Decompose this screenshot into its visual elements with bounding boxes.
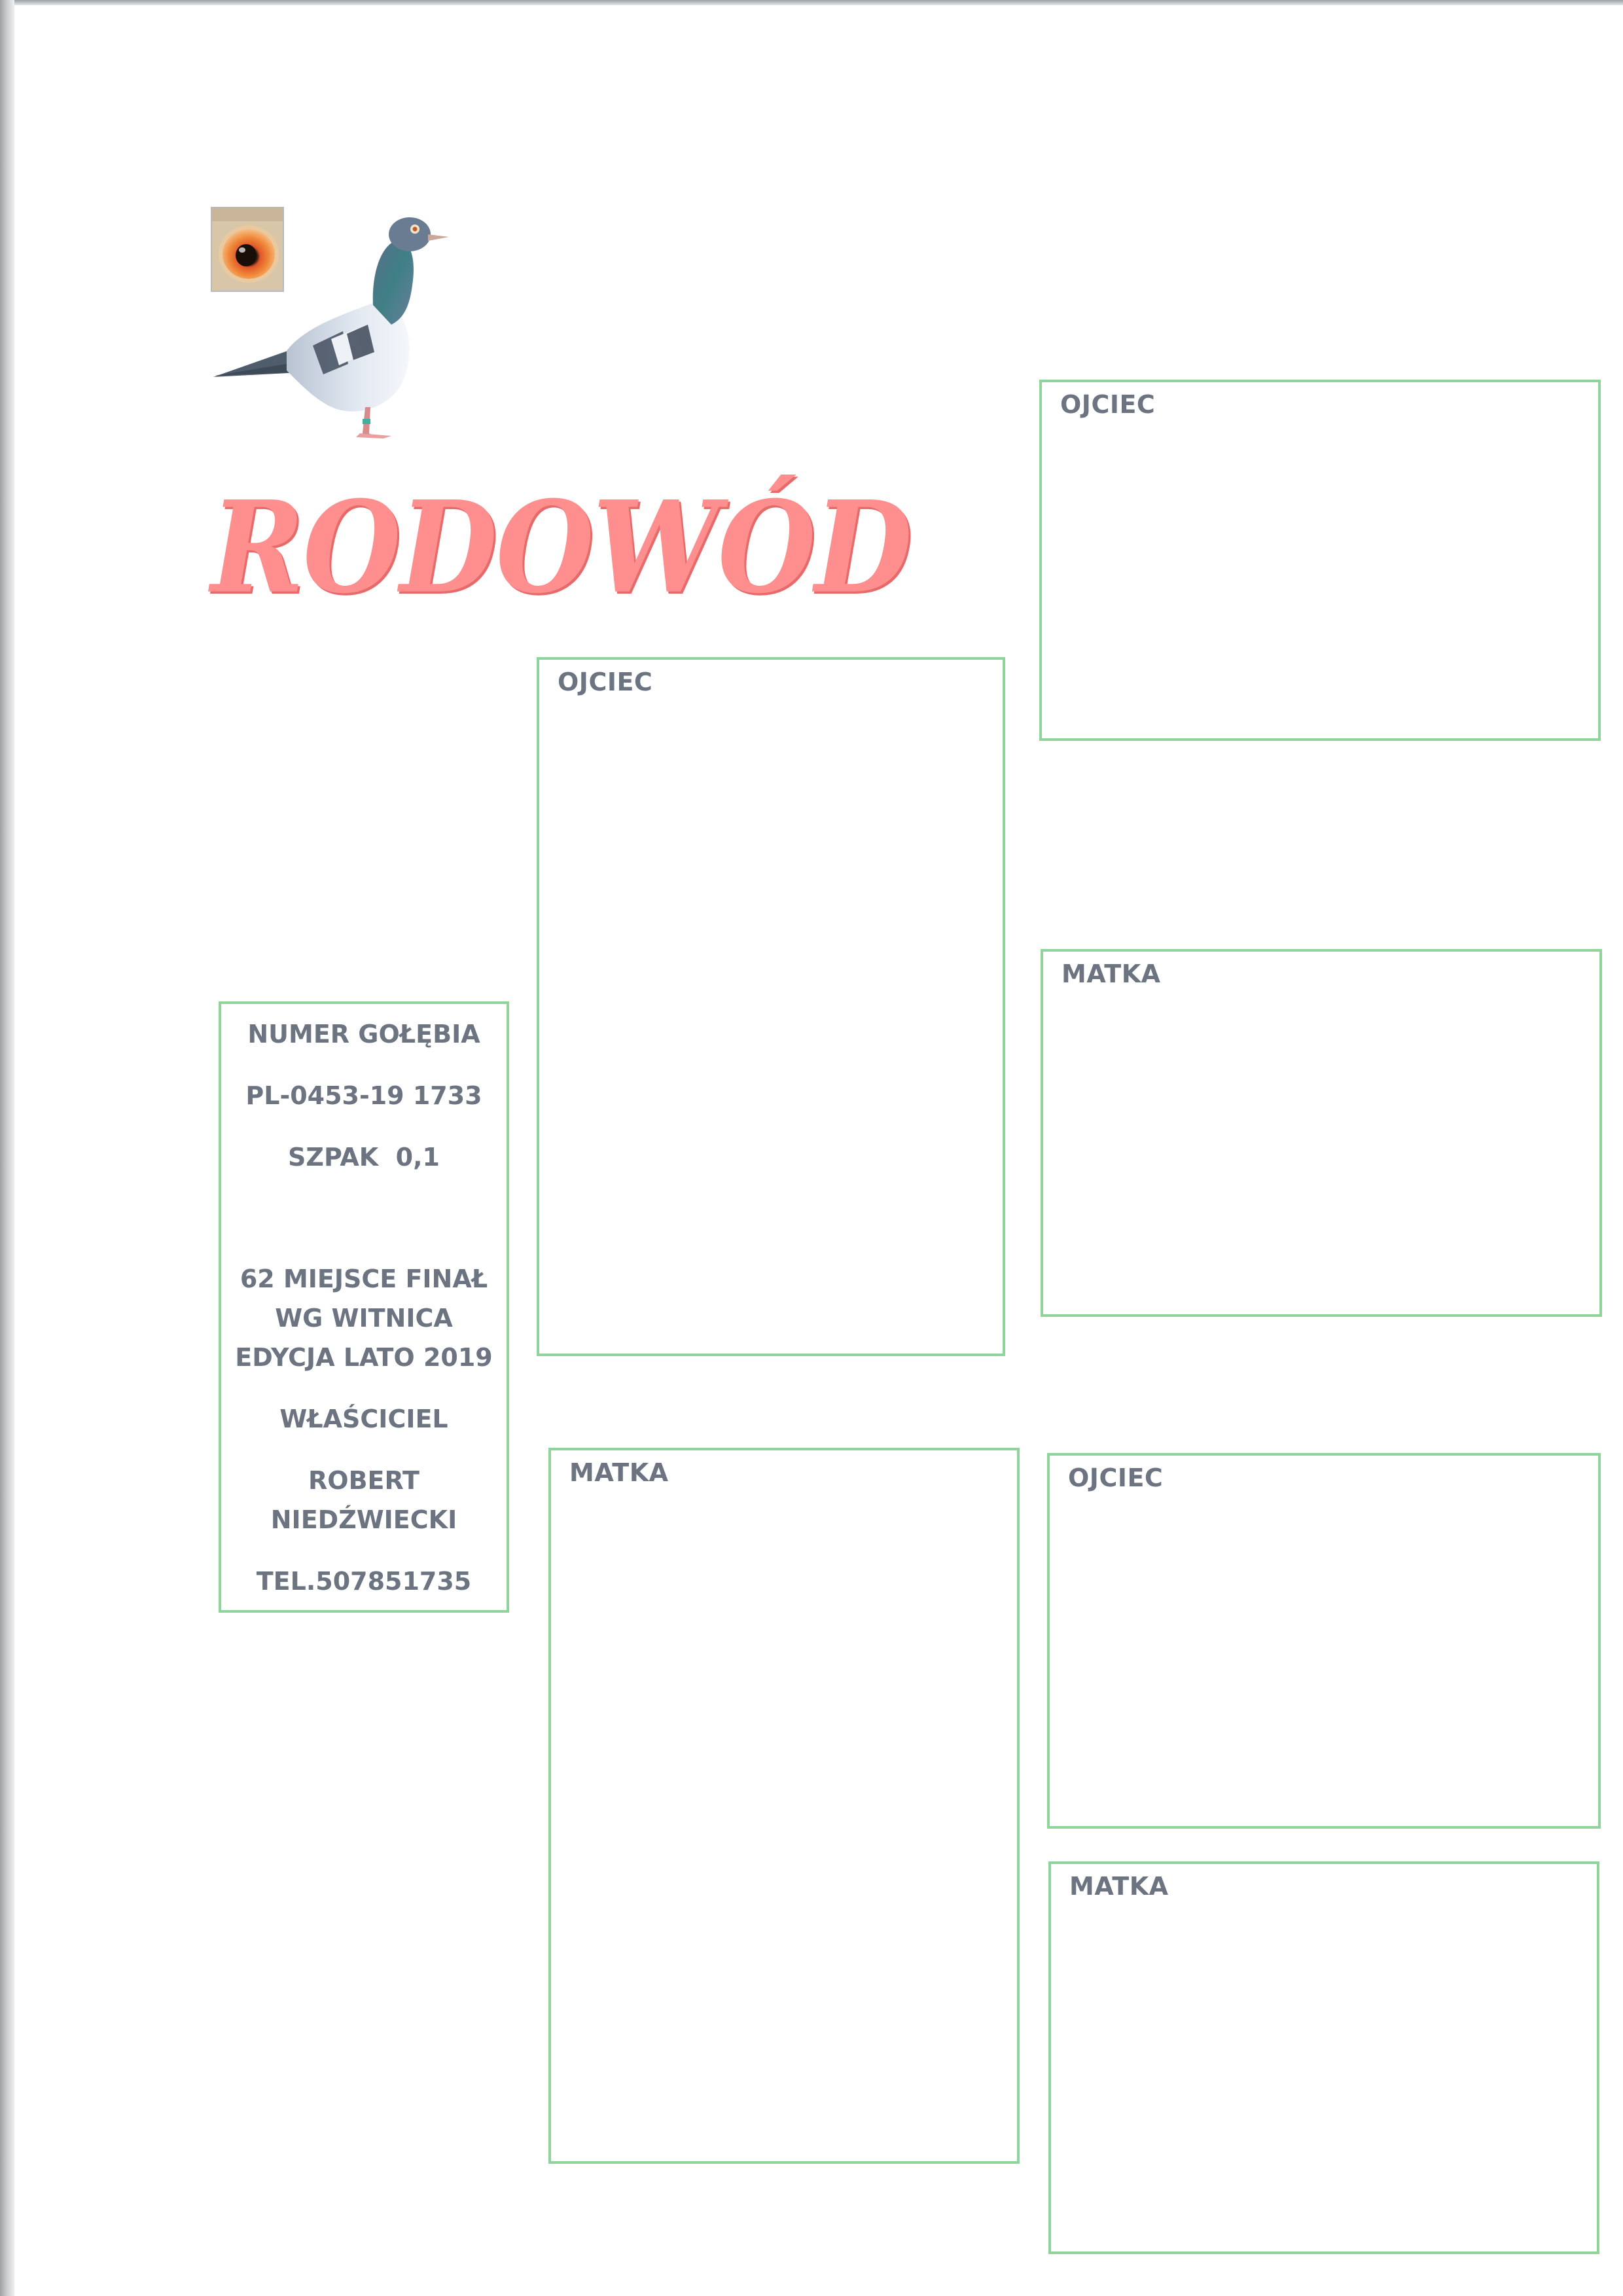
achievement-line-1: 62 MIEJSCE FINAŁ bbox=[240, 1265, 488, 1293]
owner-name-first: ROBERT bbox=[308, 1466, 419, 1495]
info-heading: NUMER GOŁĘBIA bbox=[247, 1020, 480, 1049]
father-father-label: OJCIEC bbox=[1060, 390, 1156, 419]
achievement-line-3: EDYCJA LATO 2019 bbox=[235, 1343, 493, 1372]
owner-label: WŁAŚCICIEL bbox=[279, 1405, 448, 1433]
mother-mother-label: MATKA bbox=[1069, 1872, 1169, 1901]
father-father-box bbox=[1039, 380, 1601, 741]
scan-top-edge bbox=[0, 0, 1623, 5]
father-mother-box bbox=[1041, 949, 1602, 1317]
color-sex: SZPAK 0,1 bbox=[288, 1143, 440, 1172]
mother-label: MATKA bbox=[569, 1458, 669, 1487]
mother-father-label: OJCIEC bbox=[1068, 1463, 1164, 1492]
mother-box bbox=[548, 1448, 1020, 2164]
achievement-line-2: WG WITNICA bbox=[275, 1304, 453, 1333]
father-box bbox=[537, 657, 1005, 1356]
ring-number: PL-0453-19 1733 bbox=[245, 1081, 482, 1110]
father-mother-label: MATKA bbox=[1061, 960, 1161, 988]
pigeon-info-box bbox=[219, 1001, 509, 1613]
owner-phone: TEL.507851735 bbox=[256, 1567, 472, 1596]
scan-left-edge bbox=[0, 0, 14, 2296]
pigeon-icon bbox=[208, 200, 452, 446]
mother-father-box bbox=[1047, 1453, 1601, 1829]
owner-name-last: NIEDŹWIECKI bbox=[270, 1505, 457, 1534]
page-title: RODOWÓD bbox=[211, 473, 911, 622]
mother-mother-box bbox=[1048, 1861, 1599, 2254]
father-label: OJCIEC bbox=[558, 668, 653, 696]
